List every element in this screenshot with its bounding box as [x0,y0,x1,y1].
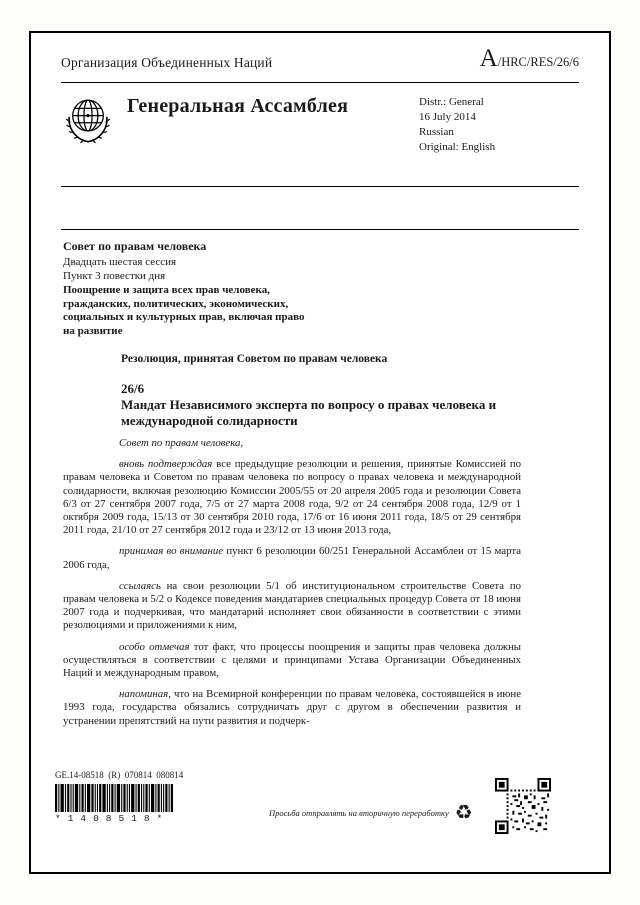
paragraph [63,458,521,537]
recycle-note [269,803,473,823]
distr-block [419,95,495,155]
paragraph-lead: напоминая, [119,688,171,701]
resolution-body [63,437,521,736]
barcode-bars [55,784,173,812]
paragraph-lead: ссылаясь [119,579,161,592]
org-name: Организация Объединенных Наций [61,55,273,70]
paragraph-text: тот факт, что процессы поощрения и защиты прав человека должны осуществляться в соответствии с целями и принципами Устава Организации Объединенных Наций и международным правом, [63,640,521,680]
ge-reference: GE.14-08518 (R) 070814 080814 [55,770,184,780]
paragraph [63,545,521,571]
paragraph-lead: вновь подтверждая [119,458,213,471]
qr-code [495,778,551,834]
language-line: Russian [419,126,454,138]
session-block [63,239,363,338]
un-emblem-icon [61,93,115,149]
paragraph [63,688,521,728]
date-line: 16 July 2014 [419,111,476,123]
document-symbol [480,45,579,73]
header-rule-bottom [61,229,579,230]
opening-line: Совет по правам человека, [119,437,244,449]
paragraph [63,580,521,633]
page-frame [29,31,611,874]
recycle-icon: ♻ [454,802,473,824]
agenda-item: Пункт 3 повестки дня [63,269,166,282]
paragraph-lead: особо отмечая [119,640,190,653]
header-rule-top [61,82,579,83]
paragraph-text: все предыдущие резолюции и решения, принятые Комиссией по правам человека и Советом по правам человека по вопросу о правах человека и международной солидарности, включая резолюцию Комиссии 2005/55 от 20 апреля 2005 года и резолюции Совета 6/3 от 27 сентября 2007 года, 7/5 от 27 марта 2008 года, 9/2 от 24 сентября 2008 года, 12/9 от 1 октября 2009 года, 15/13 от 30 сентября 2010 года, 17/6 от 16 июня 2011 года, 18/5 от 29 сентября 2011 года, 21/10 от 27 сентября 2012 года и 23/12 от 13 июня 2013 года, [63,458,521,537]
council-name: Совет по правам человека [63,239,207,253]
symbol-letter: A [479,45,498,72]
resolution-adopted-line: Резолюция, принятая Советом по правам человека [121,353,388,365]
symbol-rest: /HRC/RES/26/6 [497,55,579,69]
resolution-title: Мандат Независимого эксперта по вопросу о правах человека и международной солидарности [121,397,497,428]
agenda-title: Поощрение и защита всех прав человека, гражданских, политических, экономических, социальных и культурных прав, включая право на развитие [63,284,305,337]
recycle-note-text: Просьба отправлять на вторичную переработку [269,808,449,818]
paragraph-text: что на Всемирной конференции по правам человека, состоявшейся в июне 1993 года, государства обязались сотрудничать друг с другом в обеспечении развития и устранении препятствий на пути развития и подчерк- [63,688,521,727]
distr-line: Distr.: General [419,96,484,108]
assembly-title: Генеральная Ассамблея [127,95,349,117]
paragraph-text: пункт 6 резолюции 60/251 Генеральной Ассамблеи от 15 марта 2006 года, [63,545,521,571]
header-rule-middle [61,186,579,187]
session-number: Двадцать шестая сессия [63,256,177,268]
resolution-number: 26/6 [121,381,145,396]
paragraph [63,641,521,681]
barcode [55,784,177,824]
paragraph-text: на свои резолюции 5/1 об институциональном строительстве Совета по правам человека и 5/2 о Кодексе поведения мандатариев специальных процедур Совета от 18 июня 2007 года и подчеркивая, что мандатарий исполняет свои обязанности в соответствии с этими резолюциями и приложениями к ним, [63,579,521,632]
barcode-text: *1408518* [55,813,170,824]
original-line: Original: English [419,141,496,153]
paragraph-lead: принимая во внимание [119,545,224,558]
